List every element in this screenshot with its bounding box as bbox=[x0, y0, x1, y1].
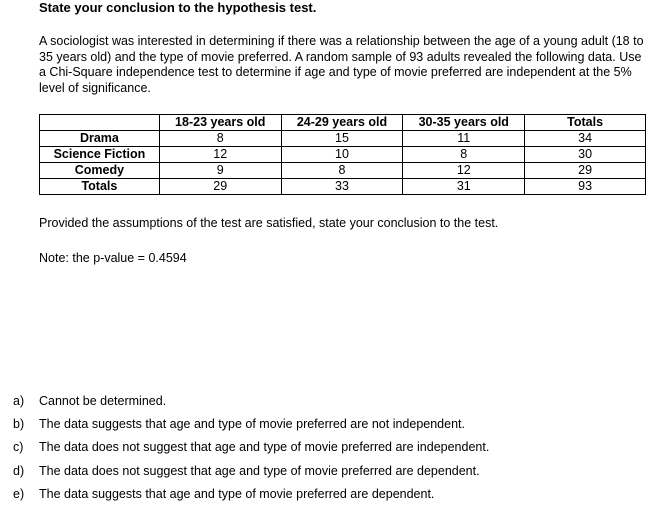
table-cell: 30 bbox=[525, 147, 646, 163]
table-cell: 11 bbox=[403, 131, 525, 147]
row-label: Totals bbox=[40, 179, 160, 195]
header-cell-24-29: 24-29 years old bbox=[281, 115, 403, 131]
header-cell-totals: Totals bbox=[525, 115, 646, 131]
table-cell: 15 bbox=[281, 131, 403, 147]
table-cell: 9 bbox=[159, 163, 281, 179]
option-text: The data suggests that age and type of movie preferred are dependent. bbox=[39, 486, 435, 501]
instruction-text: Provided the assumptions of the test are satisfied, state your conclusion to the test. bbox=[39, 216, 499, 230]
header-cell-empty bbox=[40, 115, 160, 131]
option-e[interactable] bbox=[13, 486, 489, 509]
table-cell: 29 bbox=[159, 179, 281, 195]
table-cell: 29 bbox=[525, 163, 646, 179]
table-cell: 12 bbox=[403, 163, 525, 179]
option-text: The data does not suggest that age and type of movie preferred are independent. bbox=[39, 440, 490, 455]
option-letter: b) bbox=[13, 417, 25, 432]
table-cell: 12 bbox=[159, 147, 281, 163]
option-a[interactable] bbox=[13, 393, 489, 416]
header-cell-18-23: 18-23 years old bbox=[159, 115, 281, 131]
contingency-table bbox=[39, 114, 646, 195]
option-text: The data does not suggest that age and type of movie preferred are dependent. bbox=[39, 463, 480, 478]
option-letter: d) bbox=[13, 463, 25, 478]
header-cell-30-35: 30-35 years old bbox=[403, 115, 525, 131]
answer-options bbox=[13, 393, 489, 509]
table-row bbox=[40, 147, 646, 163]
table-cell: 33 bbox=[281, 179, 403, 195]
p-value-note: Note: the p-value = 0.4594 bbox=[39, 251, 187, 265]
table-cell: 8 bbox=[159, 131, 281, 147]
question-paragraph: A sociologist was interested in determining if there was a relationship between the age of a young adult (18 to 35 years old) and the type of movie preferred. A random sample of 93 adults revealed the following data. Use a Chi-Square independence test to determine if age and type of movie preferred are independent at the 5% level of significance. bbox=[39, 34, 644, 95]
table-row bbox=[40, 163, 646, 179]
row-label: Drama bbox=[40, 131, 160, 147]
option-letter: c) bbox=[13, 440, 24, 455]
row-label: Science Fiction bbox=[40, 147, 160, 163]
option-letter: a) bbox=[13, 394, 25, 408]
option-d[interactable] bbox=[13, 463, 489, 486]
option-text: Cannot be determined. bbox=[39, 394, 167, 408]
table-cell: 31 bbox=[403, 179, 525, 195]
table-cell: 8 bbox=[403, 147, 525, 163]
question-heading: State your conclusion to the hypothesis test. bbox=[39, 0, 317, 15]
row-label: Comedy bbox=[40, 163, 160, 179]
table-row bbox=[40, 131, 646, 147]
option-letter: e) bbox=[13, 486, 25, 501]
table-header-row bbox=[40, 115, 646, 131]
option-b[interactable] bbox=[13, 416, 489, 439]
option-c[interactable] bbox=[13, 439, 489, 462]
table-cell: 8 bbox=[281, 163, 403, 179]
table-cell: 93 bbox=[525, 179, 646, 195]
option-text: The data suggests that age and type of movie preferred are not independent. bbox=[39, 417, 465, 432]
table-cell: 10 bbox=[281, 147, 403, 163]
table-cell: 34 bbox=[525, 131, 646, 147]
table-row bbox=[40, 179, 646, 195]
